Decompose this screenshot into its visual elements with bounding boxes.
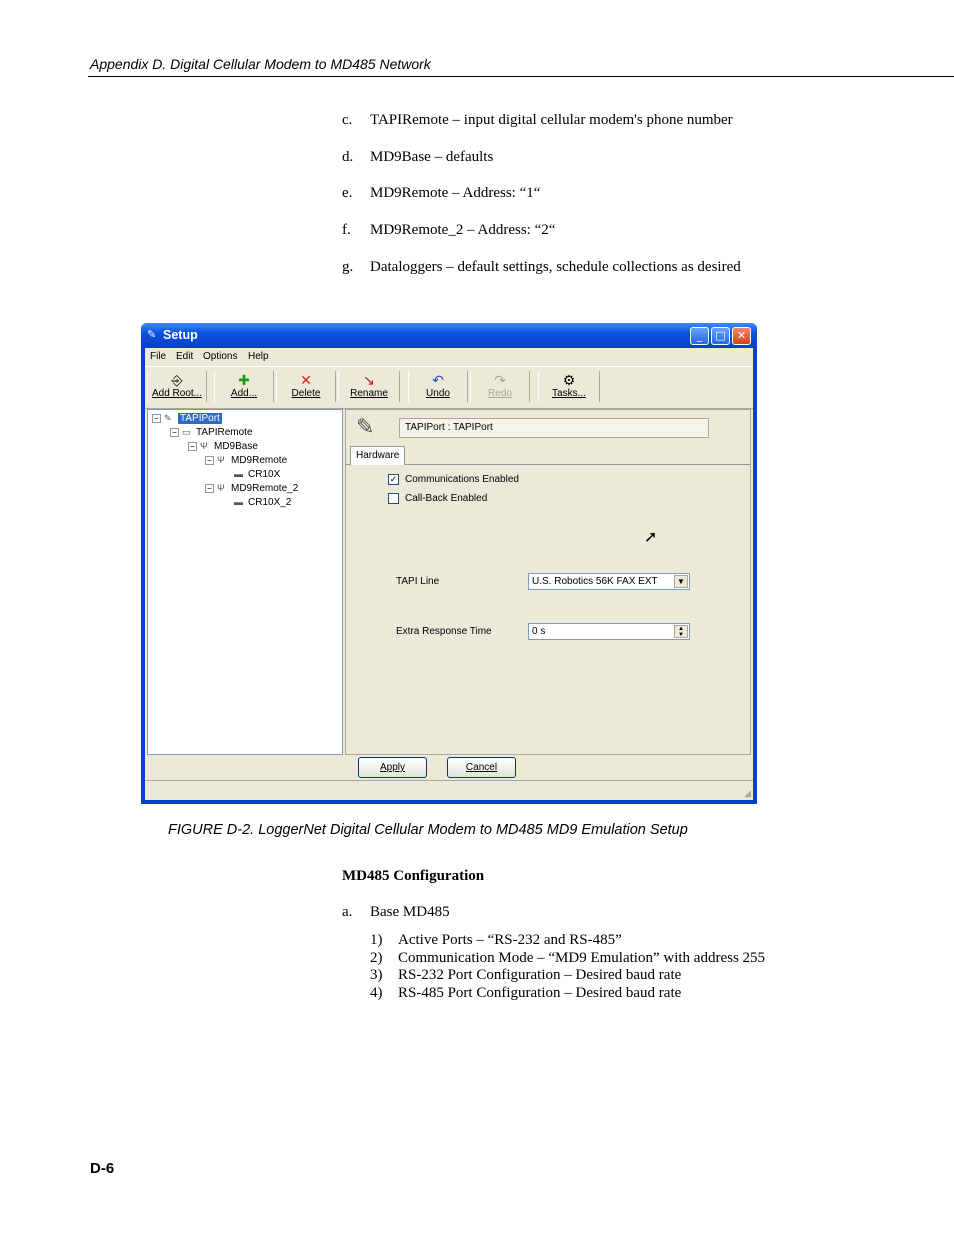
extra-response-label: Extra Response Time bbox=[396, 626, 492, 637]
apply-button[interactable]: Apply bbox=[358, 757, 427, 778]
callback-enabled-checkbox[interactable]: Call-Back Enabled bbox=[388, 492, 487, 505]
subitem-1: 1) Active Ports – “RS-232 and RS-485” bbox=[370, 932, 622, 948]
close-button[interactable]: ✕ bbox=[732, 327, 751, 345]
maximize-button[interactable]: □ bbox=[711, 327, 730, 345]
md9-icon: Ψ bbox=[200, 441, 208, 451]
undo-button[interactable]: ↶ Undo bbox=[408, 371, 468, 402]
port-large-icon: ✎ bbox=[356, 414, 375, 439]
tapi-line-select[interactable]: U.S. Robotics 56K FAX EXT ▼ bbox=[528, 573, 690, 590]
delete-button[interactable]: ✕ Delete bbox=[276, 371, 336, 402]
step-e: e. MD9Remote – Address: “1“ bbox=[342, 185, 541, 201]
menu-help[interactable]: Help bbox=[248, 351, 269, 362]
extra-response-spinner[interactable]: 0 s ▲ ▼ bbox=[528, 623, 690, 640]
window-title: Setup bbox=[163, 328, 198, 342]
communications-enabled-checkbox[interactable]: ✓ Communications Enabled bbox=[389, 473, 519, 485]
delete-x-icon: ✕ bbox=[300, 372, 312, 388]
dropdown-arrow-icon[interactable]: ▼ bbox=[674, 575, 688, 588]
tree-item-tapiremote[interactable]: − ▭ TAPIRemote bbox=[170, 426, 253, 439]
tasks-button[interactable]: ⚙ Tasks... bbox=[538, 371, 600, 402]
port-name-field: TAPIPort : TAPIPort bbox=[399, 418, 709, 438]
add-button[interactable]: ✚ Add... bbox=[214, 371, 274, 402]
tab-body bbox=[346, 465, 750, 754]
tapi-line-label: TAPI Line bbox=[396, 576, 440, 587]
item-a: a. Base MD485 bbox=[342, 904, 450, 920]
tree-item-md9remote-2[interactable]: − Ψ MD9Remote_2 bbox=[205, 482, 298, 495]
tab-hardware[interactable]: Hardware bbox=[350, 446, 405, 465]
port-icon: ✎ bbox=[164, 413, 172, 423]
menu-file[interactable]: File bbox=[150, 351, 167, 362]
datalogger-icon: ▬ bbox=[234, 497, 243, 507]
redo-button[interactable]: ↷ Redo bbox=[470, 371, 530, 402]
settings-header bbox=[346, 410, 750, 450]
plus-icon: ✚ bbox=[238, 372, 250, 388]
mouse-pointer-icon: ➚ bbox=[644, 529, 658, 546]
status-bar bbox=[145, 780, 753, 801]
menu-options[interactable]: Options bbox=[203, 351, 238, 362]
page-number: D-6 bbox=[90, 1160, 115, 1177]
spinner-arrows-icon[interactable]: ▲ ▼ bbox=[674, 625, 688, 638]
step-g: g. Dataloggers – default settings, schedule collections as desired bbox=[342, 259, 741, 275]
toolbar bbox=[145, 366, 753, 409]
menubar bbox=[145, 348, 753, 366]
md9-icon: Ψ bbox=[217, 483, 225, 493]
md9-icon: Ψ bbox=[217, 455, 225, 465]
header-rule bbox=[88, 76, 954, 77]
add-root-icon: ⎆ bbox=[171, 372, 183, 388]
tree-item-tapiport[interactable]: − ✎ TAPIPort bbox=[152, 412, 222, 425]
gear-icon: ⚙ bbox=[562, 372, 576, 388]
rename-icon: ↘ bbox=[363, 372, 375, 388]
resize-grip-icon[interactable]: ◢ bbox=[744, 788, 751, 798]
page-header: Appendix D. Digital Cellular Modem to MD485 Network bbox=[90, 56, 431, 72]
step-c: c. TAPIRemote – input digital cellular modem's phone number bbox=[342, 112, 733, 128]
menu-edit[interactable]: Edit bbox=[176, 351, 194, 362]
setup-window bbox=[141, 323, 757, 804]
window-titlebar[interactable] bbox=[141, 323, 757, 348]
cancel-button[interactable]: Cancel bbox=[447, 757, 516, 778]
tab-bar bbox=[346, 446, 750, 465]
step-d: d. MD9Base – defaults bbox=[342, 149, 494, 165]
checkmark-icon: ✓ bbox=[389, 473, 398, 484]
window-client bbox=[145, 348, 753, 800]
modem-icon: ▭ bbox=[182, 427, 191, 437]
minimize-button[interactable]: _ bbox=[690, 327, 709, 345]
tree-item-md9base[interactable]: − Ψ MD9Base bbox=[188, 440, 258, 453]
undo-icon: ↶ bbox=[432, 372, 444, 388]
subitem-4: 4) RS-485 Port Configuration – Desired baud rate bbox=[370, 985, 682, 1001]
tree-item-md9remote[interactable]: − Ψ MD9Remote bbox=[205, 454, 287, 467]
network-tree[interactable] bbox=[147, 409, 343, 755]
add-root-button[interactable]: ⎆ Add Root... bbox=[147, 371, 207, 402]
subitem-3: 3) RS-232 Port Configuration – Desired baud rate bbox=[370, 967, 682, 983]
section-heading: MD485 Configuration bbox=[342, 868, 485, 884]
setup-icon: ✎ bbox=[147, 329, 157, 341]
step-f: f. MD9Remote_2 – Address: “2“ bbox=[342, 222, 556, 238]
rename-button[interactable]: ↘ Rename bbox=[338, 371, 400, 402]
tree-item-cr10x-2[interactable]: ▬ CR10X_2 bbox=[234, 497, 292, 508]
tree-item-cr10x[interactable]: ▬ CR10X bbox=[234, 469, 281, 480]
redo-icon: ↷ bbox=[494, 372, 506, 388]
datalogger-icon: ▬ bbox=[234, 469, 243, 479]
subitem-2: 2) Communication Mode – “MD9 Emulation” with address 255 bbox=[370, 950, 766, 966]
settings-panel bbox=[345, 409, 751, 755]
figure-caption: FIGURE D-2. LoggerNet Digital Cellular Modem to MD485 MD9 Emulation Setup bbox=[168, 822, 688, 838]
